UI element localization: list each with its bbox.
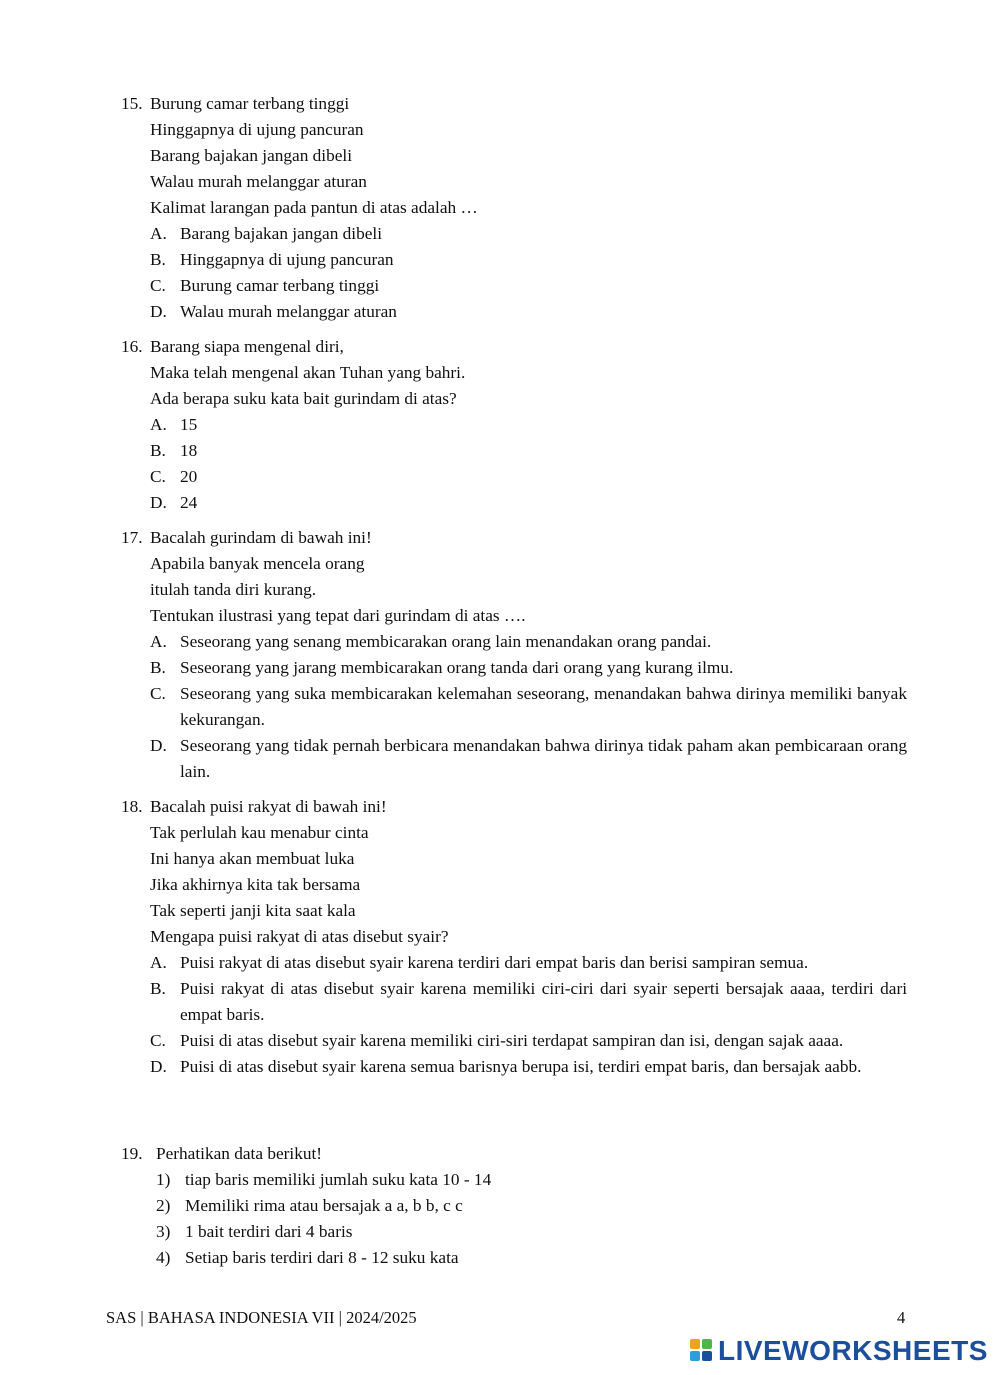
option-d[interactable] bbox=[150, 733, 907, 785]
option-letter: A. bbox=[150, 415, 167, 434]
option-b[interactable] bbox=[150, 976, 907, 1028]
item-number: 2) bbox=[156, 1196, 171, 1215]
question-17 bbox=[121, 525, 907, 785]
item-text: tiap baris memiliki jumlah suku kata 10 - 14 bbox=[185, 1170, 492, 1189]
verse-line: Barang bajakan jangan dibeli bbox=[150, 146, 353, 165]
question-stem bbox=[121, 334, 907, 360]
option-text: Seseorang yang suka membicarakan kelemahan seseorang, menandakan bahwa dirinya memiliki banyak kekurangan. bbox=[180, 684, 907, 729]
item-text: Setiap baris terdiri dari 8 - 12 suku kata bbox=[185, 1248, 459, 1267]
question-stem bbox=[121, 794, 907, 820]
option-text: Puisi di atas disebut syair karena memiliki ciri-siri terdapat sampiran dan isi, dengan sajak aaaa. bbox=[180, 1031, 844, 1050]
option-b[interactable] bbox=[150, 655, 907, 681]
option-text: Hinggapnya di ujung pancuran bbox=[180, 250, 394, 269]
verse-line: Hinggapnya di ujung pancuran bbox=[150, 120, 364, 139]
option-text: 15 bbox=[180, 415, 198, 434]
data-item bbox=[156, 1193, 907, 1219]
question-16 bbox=[121, 334, 907, 516]
option-c[interactable] bbox=[150, 273, 907, 299]
option-text: Walau murah melanggar aturan bbox=[180, 302, 397, 321]
question-text: Barang siapa mengenal diri, bbox=[150, 337, 344, 356]
question-prompt: Mengapa puisi rakyat di atas disebut syair? bbox=[150, 927, 449, 946]
verse-line: Maka telah mengenal akan Tuhan yang bahri. bbox=[150, 363, 466, 382]
option-text: Burung camar terbang tinggi bbox=[180, 276, 380, 295]
verse-line: Tak perlulah kau menabur cinta bbox=[150, 823, 369, 842]
option-text: Puisi rakyat di atas disebut syair karena memiliki ciri-ciri dari syair seperti bersajak aaaa, terdiri dari empat baris. bbox=[180, 979, 907, 1024]
option-d[interactable] bbox=[150, 490, 907, 516]
option-b[interactable] bbox=[150, 247, 907, 273]
option-letter: D. bbox=[150, 1057, 167, 1076]
verse-line: Apabila banyak mencela orang bbox=[150, 554, 365, 573]
option-letter: D. bbox=[150, 736, 167, 755]
data-item bbox=[156, 1167, 907, 1193]
option-text: Barang bajakan jangan dibeli bbox=[180, 224, 383, 243]
option-letter: B. bbox=[150, 979, 166, 998]
question-stem bbox=[121, 91, 907, 117]
option-text: 20 bbox=[180, 467, 198, 486]
option-a[interactable] bbox=[150, 629, 907, 655]
liveworksheets-logo[interactable] bbox=[690, 1336, 988, 1366]
option-text: 18 bbox=[180, 441, 198, 460]
option-text: 24 bbox=[180, 493, 198, 512]
option-text: Puisi di atas disebut syair karena semua barisnya berupa isi, terdiri empat baris, dan bersajak aabb. bbox=[180, 1057, 862, 1076]
option-a[interactable] bbox=[150, 412, 907, 438]
option-letter: B. bbox=[150, 658, 166, 677]
option-letter: B. bbox=[150, 250, 166, 269]
option-d[interactable] bbox=[150, 1054, 907, 1080]
data-item bbox=[156, 1245, 907, 1271]
option-letter: C. bbox=[150, 1031, 166, 1050]
option-letter: A. bbox=[150, 953, 167, 972]
logo-grid-icon bbox=[690, 1339, 714, 1363]
option-letter: A. bbox=[150, 632, 167, 651]
question-text: Bacalah gurindam di bawah ini! bbox=[150, 528, 372, 547]
option-d[interactable] bbox=[150, 299, 907, 325]
option-letter: D. bbox=[150, 493, 167, 512]
page-footer: SAS | BAHASA INDONESIA VII | 2024/2025 bbox=[106, 1308, 417, 1327]
question-19 bbox=[121, 1141, 907, 1271]
verse-line: Ini hanya akan membuat luka bbox=[150, 849, 355, 868]
option-text: Puisi rakyat di atas disebut syair karena terdiri dari empat baris dan berisi sampiran semua. bbox=[180, 953, 809, 972]
item-number: 4) bbox=[156, 1248, 171, 1267]
option-letter: B. bbox=[150, 441, 166, 460]
page-number: 4 bbox=[897, 1308, 906, 1327]
question-stem bbox=[121, 1141, 907, 1167]
question-number: 15. bbox=[121, 94, 143, 113]
question-prompt: Ada berapa suku kata bait gurindam di atas? bbox=[150, 389, 457, 408]
question-prompt: Tentukan ilustrasi yang tepat dari gurindam di atas …. bbox=[150, 606, 526, 625]
option-c[interactable] bbox=[150, 464, 907, 490]
option-letter: A. bbox=[150, 224, 167, 243]
option-c[interactable] bbox=[150, 1028, 907, 1054]
option-b[interactable] bbox=[150, 438, 907, 464]
question-stem bbox=[121, 525, 907, 551]
question-text: Bacalah puisi rakyat di bawah ini! bbox=[150, 797, 387, 816]
question-number: 17. bbox=[121, 528, 143, 547]
option-a[interactable] bbox=[150, 221, 907, 247]
question-text: Burung camar terbang tinggi bbox=[150, 94, 350, 113]
question-number: 18. bbox=[121, 797, 143, 816]
option-text: Seseorang yang jarang membicarakan orang tanda dari orang yang kurang ilmu. bbox=[180, 658, 734, 677]
question-number: 16. bbox=[121, 337, 143, 356]
item-text: 1 bait terdiri dari 4 baris bbox=[185, 1222, 353, 1241]
question-15 bbox=[121, 91, 907, 325]
option-text: Seseorang yang senang membicarakan orang lain menandakan orang pandai. bbox=[180, 632, 712, 651]
item-text: Memiliki rima atau bersajak a a, b b, c c bbox=[185, 1196, 463, 1215]
question-text: Perhatikan data berikut! bbox=[156, 1144, 323, 1163]
option-letter: D. bbox=[150, 302, 167, 321]
option-text: Seseorang yang tidak pernah berbicara menandakan bahwa dirinya tidak paham akan pembicaraan orang lain. bbox=[180, 736, 907, 781]
option-letter: C. bbox=[150, 467, 166, 486]
verse-line: Tak seperti janji kita saat kala bbox=[150, 901, 356, 920]
data-item bbox=[156, 1219, 907, 1245]
option-letter: C. bbox=[150, 684, 166, 703]
logo-text: LIVEWORKSHEETS bbox=[718, 1335, 988, 1366]
item-number: 3) bbox=[156, 1222, 171, 1241]
option-c[interactable] bbox=[150, 681, 907, 733]
verse-line: Jika akhirnya kita tak bersama bbox=[150, 875, 361, 894]
question-18 bbox=[121, 794, 907, 1080]
option-letter: C. bbox=[150, 276, 166, 295]
option-a[interactable] bbox=[150, 950, 907, 976]
item-number: 1) bbox=[156, 1170, 171, 1189]
verse-line: itulah tanda diri kurang. bbox=[150, 580, 317, 599]
question-prompt: Kalimat larangan pada pantun di atas adalah … bbox=[150, 198, 478, 217]
question-number: 19. bbox=[121, 1144, 143, 1163]
verse-line: Walau murah melanggar aturan bbox=[150, 172, 367, 191]
